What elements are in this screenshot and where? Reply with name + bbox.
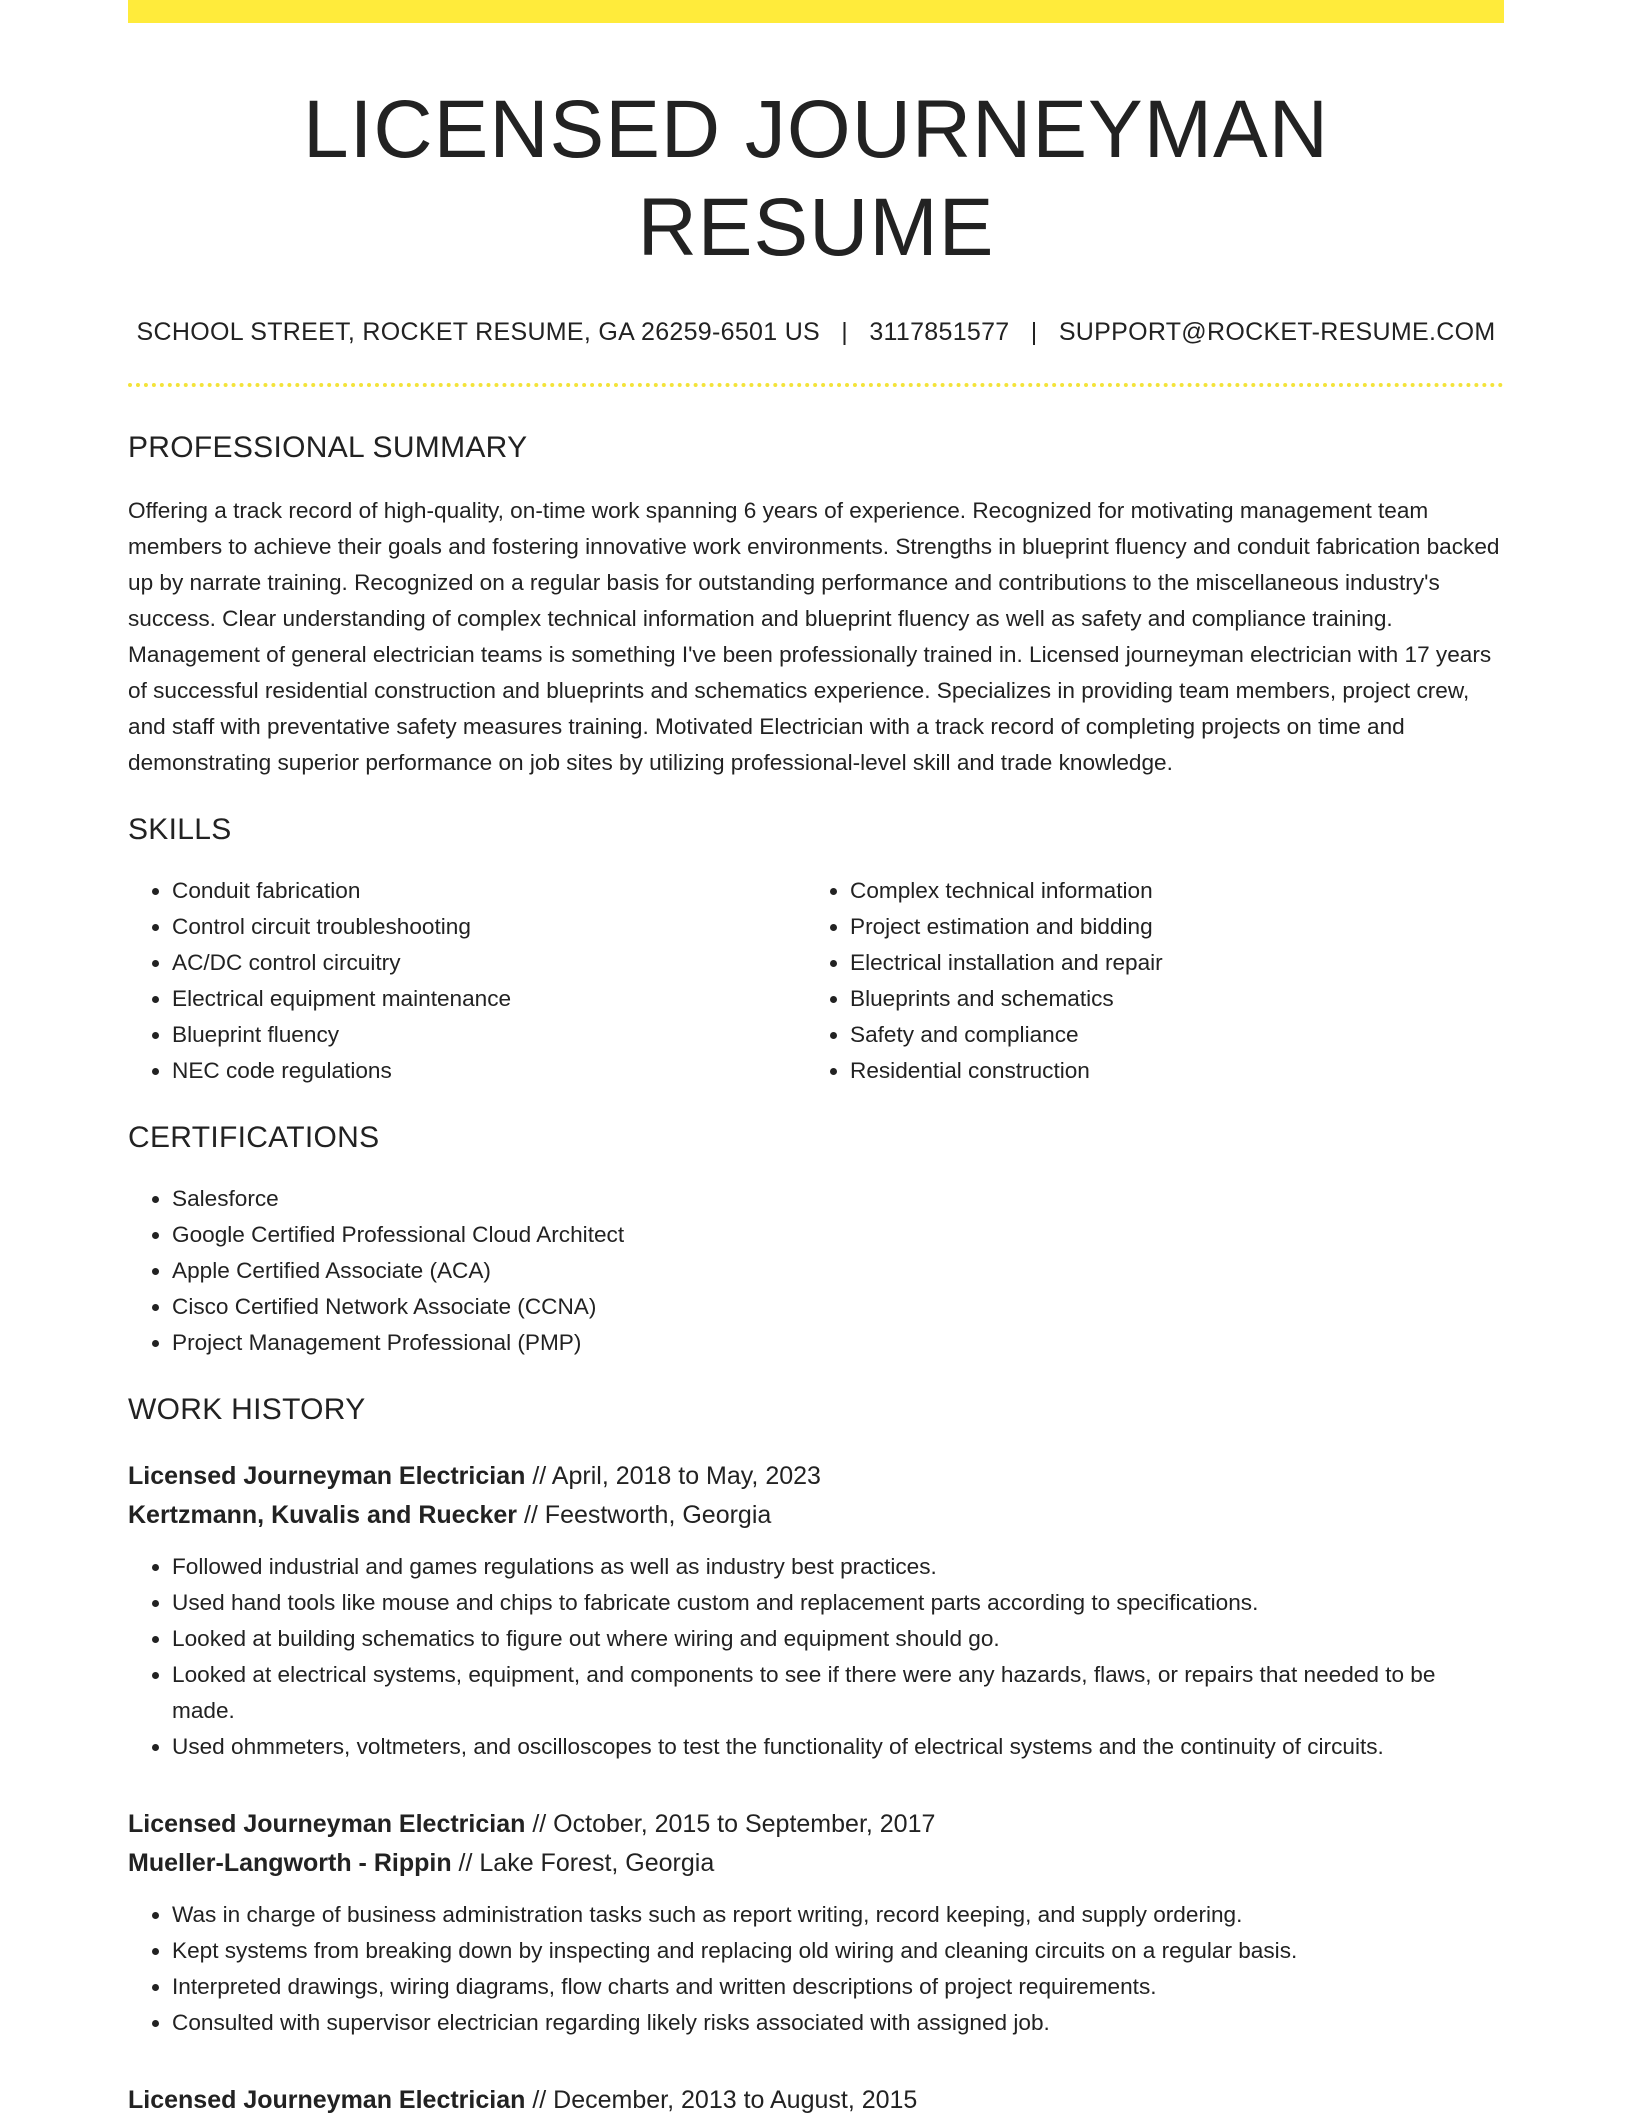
job-dates: // April, 2018 to May, 2023 <box>532 1461 821 1490</box>
job-entry <box>128 1457 1504 1765</box>
skill-item: • Complex technical information <box>850 873 1480 909</box>
job-title-line <box>128 1805 1504 1844</box>
accent-top-bar <box>128 0 1504 23</box>
job-title-line <box>128 1457 1504 1496</box>
job-duty-item: • Used hand tools like mouse and chips to fabricate custom and replacement parts according to specifications. <box>172 1585 1504 1621</box>
certification-item: • Salesforce <box>172 1181 1504 1217</box>
job-duty-item: • Looked at electrical systems, equipment, and components to see if there were any hazards, flaws, or repairs that needed to be made. <box>172 1657 1504 1729</box>
certification-item: • Cisco Certified Network Associate (CCNA) <box>172 1289 1504 1325</box>
contact-email[interactable]: SUPPORT@ROCKET-RESUME.COM <box>1058 317 1496 346</box>
certifications-list <box>128 1181 1504 1361</box>
job-company: Mueller-Langworth - Rippin <box>128 1848 452 1877</box>
contact-line <box>128 318 1504 347</box>
job-title: Licensed Journeyman Electrician <box>128 2085 526 2114</box>
section-title-summary: PROFESSIONAL SUMMARY <box>128 430 528 464</box>
job-dates: // December, 2013 to August, 2015 <box>532 2085 918 2114</box>
resume-page <box>128 0 1504 2120</box>
contact-phone[interactable]: 3117851577 <box>869 317 1010 346</box>
skill-item: • Safety and compliance <box>850 1017 1480 1053</box>
skill-item: • Electrical installation and repair <box>850 945 1480 981</box>
job-company: Kertzmann, Kuvalis and Ruecker <box>128 1500 518 1529</box>
job-duty-item: • Looked at building schematics to figure out where wiring and equipment should go. <box>172 1621 1504 1657</box>
skill-item: • Blueprint fluency <box>172 1017 806 1053</box>
job-duty-item: • Interpreted drawings, wiring diagrams, flow charts and written descriptions of project requirements. <box>172 1969 1504 2005</box>
resume-title: LICENSED JOURNEYMAN RESUME <box>303 84 1329 274</box>
job-title: Licensed Journeyman Electrician <box>128 1809 526 1838</box>
certification-item: • Apple Certified Associate (ACA) <box>172 1253 1504 1289</box>
contact-separator: | <box>1030 317 1038 346</box>
skills-list-right <box>806 873 1480 1089</box>
job-dates: // October, 2015 to September, 2017 <box>532 1809 936 1838</box>
section-title-certifications: CERTIFICATIONS <box>128 1120 380 1154</box>
skill-item: • Residential construction <box>850 1053 1480 1089</box>
dotted-divider <box>128 383 1504 387</box>
section-title-skills: SKILLS <box>128 812 232 846</box>
job-location: // Lake Forest, Georgia <box>458 1848 715 1877</box>
skills-list-left <box>128 873 806 1089</box>
job-duty-item: • Kept systems from breaking down by inspecting and replacing old wiring and cleaning circuits on a regular basis. <box>172 1933 1504 1969</box>
skill-item: • Control circuit troubleshooting <box>172 909 806 945</box>
job-title: Licensed Journeyman Electrician <box>128 1461 526 1490</box>
certification-item: • Project Management Professional (PMP) <box>172 1325 1504 1361</box>
skill-item: • Conduit fabrication <box>172 873 806 909</box>
section-title-work-history: WORK HISTORY <box>128 1392 366 1426</box>
skill-item: • AC/DC control circuitry <box>172 945 806 981</box>
skills-columns <box>128 873 1504 1089</box>
certification-item: • Google Certified Professional Cloud Architect <box>172 1217 1504 1253</box>
job-duty-item: • Used ohmmeters, voltmeters, and oscilloscopes to test the functionality of electrical systems and the continuity of circuits. <box>172 1729 1504 1765</box>
contact-address: SCHOOL STREET, ROCKET RESUME, GA 26259-6501 US <box>136 317 821 346</box>
job-duty-item: • Was in charge of business administration tasks such as report writing, record keeping, and supply ordering. <box>172 1897 1504 1933</box>
summary-text: Offering a track record of high-quality, on-time work spanning 6 years of experience. Recognized for motivating management team members to achieve their goals and fostering innovative work environments. Strengths in blueprint fluency and conduit fabrication backed up by narrate training. Recognized on a regular basis for outstanding performance and contributions to the miscellaneous industry's success. Clear understanding of complex technical information and blueprint fluency as well as safety and compliance training. Management of general electrician teams is something I've been professionally trained in. Licensed journeyman electrician with 17 years of successful residential construction and blueprints and schematics experience. Specializes in providing team members, project crew, and staff with preventative safety measures training. Motivated Electrician with a track record of completing projects on time and demonstrating superior performance on job sites by utilizing professional-level skill and trade knowledge. <box>128 497 1500 775</box>
job-title-line <box>128 2081 1504 2120</box>
skill-item: • Electrical equipment maintenance <box>172 981 806 1017</box>
job-company-line <box>128 1844 1504 1883</box>
job-duty-item: • Followed industrial and games regulations as well as industry best practices. <box>172 1549 1504 1585</box>
job-duty-item: • Consulted with supervisor electrician regarding likely risks associated with assigned job. <box>172 2005 1504 2041</box>
job-entry <box>128 1805 1504 2041</box>
contact-separator: | <box>841 317 849 346</box>
job-entry <box>128 2081 1504 2120</box>
job-company-line <box>128 1496 1504 1535</box>
job-duties-list <box>128 1897 1504 2041</box>
skill-item: • Blueprints and schematics <box>850 981 1480 1017</box>
skill-item: • NEC code regulations <box>172 1053 806 1089</box>
job-location: // Feestworth, Georgia <box>523 1500 772 1529</box>
job-duties-list <box>128 1549 1504 1765</box>
skill-item: • Project estimation and bidding <box>850 909 1480 945</box>
